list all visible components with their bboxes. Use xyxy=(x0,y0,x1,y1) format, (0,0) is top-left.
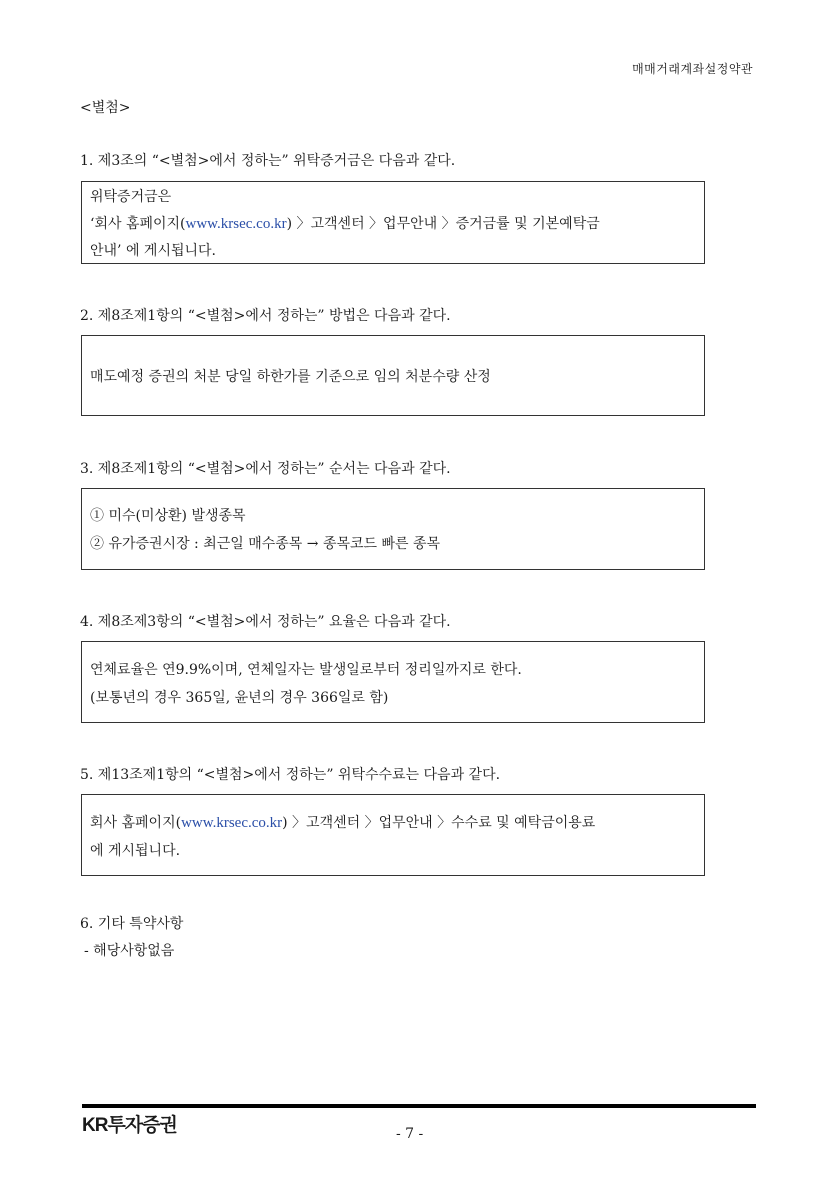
line-prefix: ‘회사 홈페이지( xyxy=(90,216,186,232)
section-6-title: 6. 기타 특약사항 xyxy=(80,916,184,932)
box-line: ② 유가증권시장 : 최근일 매수종목 → 종목코드 빠른 종목 xyxy=(90,536,441,552)
line-suffix: ) 〉고객센터 〉업무안내 〉수수료 및 예탁금이용료 xyxy=(282,815,596,831)
homepage-link[interactable]: www.krsec.co.kr xyxy=(185,216,287,232)
section-5-title: 5. 제13조제1항의 “<별첨>에서 정하는” 위탁수수료는 다음과 같다. xyxy=(80,767,501,783)
box-line: (보통년의 경우 365일, 윤년의 경우 366일로 함) xyxy=(90,690,389,706)
box-line: 매도예정 증권의 처분 당일 하한가를 기준으로 임의 처분수량 산정 xyxy=(90,369,491,385)
box-line: ① 미수(미상환) 발생종목 xyxy=(90,508,246,524)
section-1-box xyxy=(81,181,705,264)
box-line: 에 게시됩니다. xyxy=(90,843,181,859)
section-5-box xyxy=(81,794,705,876)
company-logo: KR투자증권 xyxy=(82,1115,177,1136)
footer-rule xyxy=(82,1104,756,1108)
line-prefix: 회사 홈페이지( xyxy=(90,815,182,831)
box-line: 안내’ 에 게시됩니다. xyxy=(90,243,216,259)
page-number: - 7 - xyxy=(396,1126,424,1142)
section-1-title: 1. 제3조의 “<별첨>에서 정하는” 위탁증거금은 다음과 같다. xyxy=(80,153,456,169)
box-line xyxy=(90,812,595,832)
homepage-link[interactable]: www.krsec.co.kr xyxy=(181,815,283,831)
section-2-box xyxy=(81,335,705,416)
running-header: 매매거래계좌설정약관 xyxy=(632,62,753,76)
line-suffix: ) 〉고객센터 〉업무안내 〉증거금률 및 기본예탁금 xyxy=(286,216,600,232)
box-line: 연체료율은 연9.9%이며, 연체일자는 발생일로부터 정리일까지로 한다. xyxy=(90,662,522,678)
annex-title: <별첨> xyxy=(80,100,131,116)
box-line: 위탁증거금은 xyxy=(90,189,172,205)
section-4-box xyxy=(81,641,705,723)
section-4-title: 4. 제8조제3항의 “<별첨>에서 정하는” 요율은 다음과 같다. xyxy=(80,614,451,630)
section-3-title: 3. 제8조제1항의 “<별첨>에서 정하는” 순서는 다음과 같다. xyxy=(80,461,451,477)
section-2-title: 2. 제8조제1항의 “<별첨>에서 정하는” 방법은 다음과 같다. xyxy=(80,308,451,324)
section-3-box xyxy=(81,488,705,570)
section-6-item: - 해당사항없음 xyxy=(84,943,175,959)
box-line xyxy=(90,213,600,233)
